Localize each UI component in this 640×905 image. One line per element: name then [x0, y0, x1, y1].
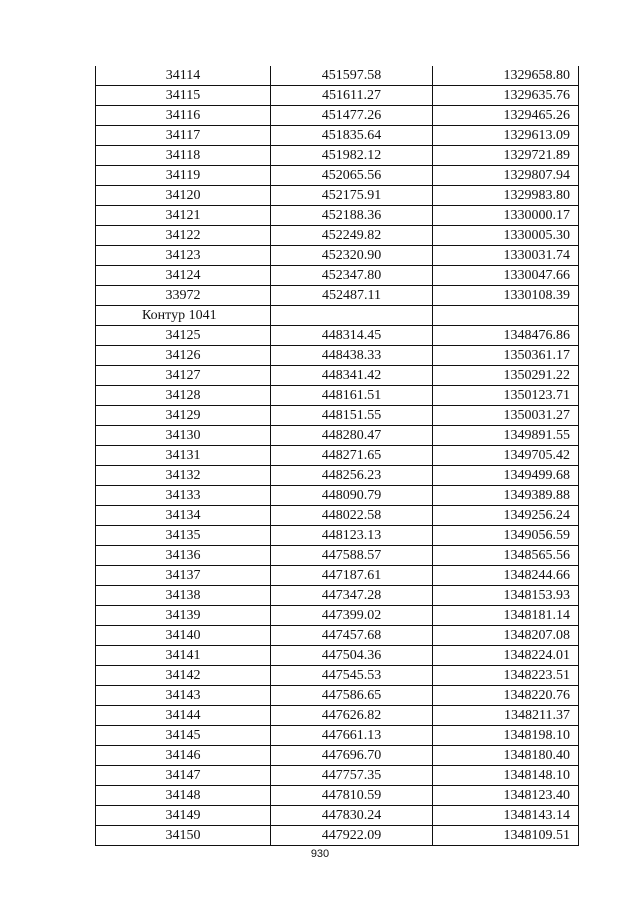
point-number-cell: 34129 [96, 406, 271, 426]
y-coordinate-cell: 1348220.76 [433, 686, 579, 706]
y-coordinate-cell: 1348476.86 [433, 326, 579, 346]
x-coordinate-cell: 447399.02 [271, 606, 433, 626]
y-coordinate-cell: 1348143.14 [433, 806, 579, 826]
x-coordinate-cell: 447504.36 [271, 646, 433, 666]
table-row [96, 686, 579, 706]
point-number-cell: 34141 [96, 646, 271, 666]
table-row [96, 366, 579, 386]
table-row [96, 386, 579, 406]
y-coordinate-cell: 1348123.40 [433, 786, 579, 806]
x-coordinate-cell: 448256.23 [271, 466, 433, 486]
y-coordinate-cell: 1329465.26 [433, 106, 579, 126]
point-number-cell: 34119 [96, 166, 271, 186]
x-coordinate-cell: 447347.28 [271, 586, 433, 606]
point-number-cell: 34139 [96, 606, 271, 626]
table-row [96, 146, 579, 166]
y-coordinate-cell: 1329721.89 [433, 146, 579, 166]
y-coordinate-cell: 1330005.30 [433, 226, 579, 246]
empty-cell [433, 306, 579, 326]
x-coordinate-cell: 452065.56 [271, 166, 433, 186]
y-coordinate-cell: 1330000.17 [433, 206, 579, 226]
empty-cell [271, 306, 433, 326]
y-coordinate-cell: 1348198.10 [433, 726, 579, 746]
y-coordinate-cell: 1348148.10 [433, 766, 579, 786]
table-row [96, 566, 579, 586]
table-row [96, 746, 579, 766]
y-coordinate-cell: 1348153.93 [433, 586, 579, 606]
table-row [96, 166, 579, 186]
table-row [96, 406, 579, 426]
point-number-cell: 34142 [96, 666, 271, 686]
point-number-cell: 34138 [96, 586, 271, 606]
table-row [96, 186, 579, 206]
table-row [96, 526, 579, 546]
point-number-cell: 34121 [96, 206, 271, 226]
x-coordinate-cell: 447757.35 [271, 766, 433, 786]
page-number: 930 [310, 848, 330, 860]
point-number-cell: 34114 [96, 66, 271, 86]
table-row [96, 86, 579, 106]
x-coordinate-cell: 452249.82 [271, 226, 433, 246]
section-row [96, 306, 579, 326]
x-coordinate-cell: 447586.65 [271, 686, 433, 706]
table-row [96, 286, 579, 306]
table-row [96, 246, 579, 266]
y-coordinate-cell: 1349056.59 [433, 526, 579, 546]
y-coordinate-cell: 1349256.24 [433, 506, 579, 526]
point-number-cell: 34122 [96, 226, 271, 246]
x-coordinate-cell: 448151.55 [271, 406, 433, 426]
point-number-cell: 34140 [96, 626, 271, 646]
x-coordinate-cell: 447922.09 [271, 826, 433, 846]
table-row [96, 226, 579, 246]
x-coordinate-cell: 452320.90 [271, 246, 433, 266]
table-row [96, 726, 579, 746]
x-coordinate-cell: 451597.58 [271, 66, 433, 86]
point-number-cell: 34118 [96, 146, 271, 166]
table-row [96, 446, 579, 466]
table-row [96, 206, 579, 226]
y-coordinate-cell: 1348565.56 [433, 546, 579, 566]
x-coordinate-cell: 448022.58 [271, 506, 433, 526]
y-coordinate-cell: 1329807.94 [433, 166, 579, 186]
y-coordinate-cell: 1349891.55 [433, 426, 579, 446]
point-number-cell: 34125 [96, 326, 271, 346]
x-coordinate-cell: 448280.47 [271, 426, 433, 446]
point-number-cell: 34135 [96, 526, 271, 546]
point-number-cell: 34137 [96, 566, 271, 586]
x-coordinate-cell: 447661.13 [271, 726, 433, 746]
point-number-cell: 34133 [96, 486, 271, 506]
y-coordinate-cell: 1348207.08 [433, 626, 579, 646]
x-coordinate-cell: 448314.45 [271, 326, 433, 346]
coordinates-table [95, 66, 579, 846]
point-number-cell: 34130 [96, 426, 271, 446]
point-number-cell: 34126 [96, 346, 271, 366]
table-row [96, 586, 579, 606]
x-coordinate-cell: 448090.79 [271, 486, 433, 506]
coordinates-table-body [96, 66, 579, 846]
point-number-cell: 34131 [96, 446, 271, 466]
table-row [96, 126, 579, 146]
table-row [96, 426, 579, 446]
x-coordinate-cell: 451611.27 [271, 86, 433, 106]
x-coordinate-cell: 451835.64 [271, 126, 433, 146]
table-row [96, 466, 579, 486]
point-number-cell: 34143 [96, 686, 271, 706]
point-number-cell: 34150 [96, 826, 271, 846]
table-row [96, 66, 579, 86]
y-coordinate-cell: 1348109.51 [433, 826, 579, 846]
point-number-cell: 34149 [96, 806, 271, 826]
table-row [96, 486, 579, 506]
table-row [96, 346, 579, 366]
y-coordinate-cell: 1348181.14 [433, 606, 579, 626]
y-coordinate-cell: 1350291.22 [433, 366, 579, 386]
point-number-cell: 34117 [96, 126, 271, 146]
x-coordinate-cell: 448123.13 [271, 526, 433, 546]
table-row [96, 766, 579, 786]
point-number-cell: 34134 [96, 506, 271, 526]
y-coordinate-cell: 1329635.76 [433, 86, 579, 106]
x-coordinate-cell: 448438.33 [271, 346, 433, 366]
section-label: Контур 1041 [96, 306, 271, 326]
table-row [96, 646, 579, 666]
x-coordinate-cell: 447696.70 [271, 746, 433, 766]
x-coordinate-cell: 447187.61 [271, 566, 433, 586]
y-coordinate-cell: 1330047.66 [433, 266, 579, 286]
point-number-cell: 34146 [96, 746, 271, 766]
y-coordinate-cell: 1349389.88 [433, 486, 579, 506]
point-number-cell: 34120 [96, 186, 271, 206]
point-number-cell: 34128 [96, 386, 271, 406]
x-coordinate-cell: 447457.68 [271, 626, 433, 646]
y-coordinate-cell: 1348180.40 [433, 746, 579, 766]
point-number-cell: 34123 [96, 246, 271, 266]
table-row [96, 606, 579, 626]
x-coordinate-cell: 447830.24 [271, 806, 433, 826]
x-coordinate-cell: 447626.82 [271, 706, 433, 726]
point-number-cell: 34116 [96, 106, 271, 126]
y-coordinate-cell: 1330031.74 [433, 246, 579, 266]
x-coordinate-cell: 452487.11 [271, 286, 433, 306]
table-row [96, 666, 579, 686]
table-row [96, 106, 579, 126]
table-row [96, 266, 579, 286]
y-coordinate-cell: 1350123.71 [433, 386, 579, 406]
x-coordinate-cell: 448271.65 [271, 446, 433, 466]
x-coordinate-cell: 447810.59 [271, 786, 433, 806]
point-number-cell: 34147 [96, 766, 271, 786]
y-coordinate-cell: 1348244.66 [433, 566, 579, 586]
x-coordinate-cell: 451982.12 [271, 146, 433, 166]
point-number-cell: 34124 [96, 266, 271, 286]
x-coordinate-cell: 447545.53 [271, 666, 433, 686]
point-number-cell: 34136 [96, 546, 271, 566]
y-coordinate-cell: 1349499.68 [433, 466, 579, 486]
y-coordinate-cell: 1350031.27 [433, 406, 579, 426]
y-coordinate-cell: 1350361.17 [433, 346, 579, 366]
table-row [96, 826, 579, 846]
x-coordinate-cell: 448341.42 [271, 366, 433, 386]
point-number-cell: 34145 [96, 726, 271, 746]
table-row [96, 706, 579, 726]
point-number-cell: 34148 [96, 786, 271, 806]
point-number-cell: 34115 [96, 86, 271, 106]
y-coordinate-cell: 1349705.42 [433, 446, 579, 466]
x-coordinate-cell: 452175.91 [271, 186, 433, 206]
y-coordinate-cell: 1330108.39 [433, 286, 579, 306]
table-row [96, 786, 579, 806]
x-coordinate-cell: 448161.51 [271, 386, 433, 406]
point-number-cell: 33972 [96, 286, 271, 306]
table-row [96, 626, 579, 646]
table-row [96, 806, 579, 826]
table-row [96, 506, 579, 526]
y-coordinate-cell: 1329658.80 [433, 66, 579, 86]
x-coordinate-cell: 451477.26 [271, 106, 433, 126]
point-number-cell: 34127 [96, 366, 271, 386]
y-coordinate-cell: 1348211.37 [433, 706, 579, 726]
y-coordinate-cell: 1329613.09 [433, 126, 579, 146]
table-row [96, 326, 579, 346]
x-coordinate-cell: 452188.36 [271, 206, 433, 226]
y-coordinate-cell: 1348224.01 [433, 646, 579, 666]
point-number-cell: 34144 [96, 706, 271, 726]
y-coordinate-cell: 1348223.51 [433, 666, 579, 686]
point-number-cell: 34132 [96, 466, 271, 486]
y-coordinate-cell: 1329983.80 [433, 186, 579, 206]
x-coordinate-cell: 447588.57 [271, 546, 433, 566]
table-row [96, 546, 579, 566]
x-coordinate-cell: 452347.80 [271, 266, 433, 286]
